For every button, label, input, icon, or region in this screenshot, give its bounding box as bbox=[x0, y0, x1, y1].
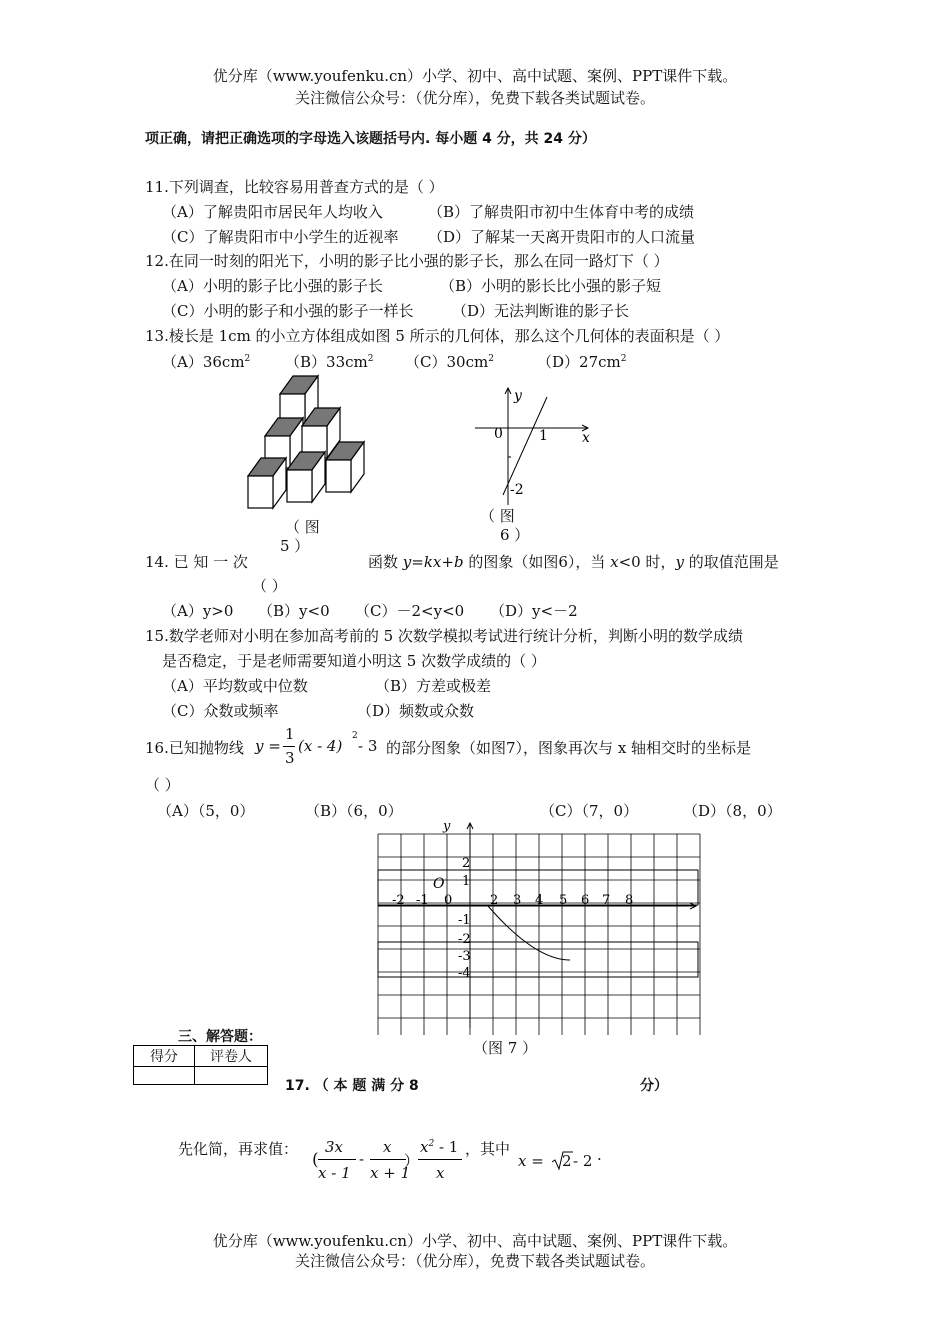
q16-option-a: （A）（5，0） bbox=[157, 802, 255, 820]
q15-stem-1: 15.数学老师对小明在参加高考前的 5 次数学模拟考试进行统计分析，判断小明的数学成绩 bbox=[145, 627, 743, 645]
simplify-frac3-bar bbox=[418, 1159, 462, 1160]
simplify-frac3-num: $x^2 - 1$ bbox=[420, 1138, 459, 1156]
q11-stem: 11.下列调查，比较容易用普查方式的是（ ） bbox=[145, 178, 444, 196]
simplify-operator: ） bbox=[404, 1152, 420, 1170]
q13-option-a: $(A)36cm^2$ bbox=[162, 353, 251, 371]
simplify-minus: - bbox=[359, 1150, 365, 1168]
q11-option-c: （C）了解贵阳市中小学生的近视率 bbox=[162, 228, 399, 246]
figure-7-grid-graph bbox=[370, 820, 705, 1035]
q13-stem: 13.棱长是 1cm 的小立方体组成如图 5 所示的几何体，那么这个几何体的表面积是（ ） bbox=[145, 327, 730, 345]
q16-formula-y: y = bbox=[255, 737, 281, 755]
figure-7-x-tick-label: 4 bbox=[535, 893, 544, 908]
q16-option-c: （C）（7，0） bbox=[540, 802, 639, 820]
figure-6-origin-label: 0 bbox=[494, 426, 503, 442]
q12-option-c: （C）小明的影子和小强的影子一样长 bbox=[162, 302, 414, 320]
q16-fraction-numerator: 1 bbox=[285, 725, 295, 743]
q16-formula-square: 2 bbox=[352, 731, 358, 741]
q14-option-c: （C）－2<y<0 bbox=[355, 602, 465, 620]
q16-answer-paren: （ ） bbox=[145, 776, 180, 794]
figure-7-x-tick-label: 7 bbox=[602, 893, 611, 908]
footer-line-2: 关注微信公众号：（优分库），免费下载各类试题试卷。 bbox=[294, 1252, 655, 1270]
figure-6-graph bbox=[470, 385, 600, 510]
figure-7-y-tick-label: -3 bbox=[458, 949, 471, 964]
section-note: 项正确，请把正确选项的字母选入该题括号内. 每小题 4 分，共 24 分） bbox=[145, 131, 596, 147]
q15-option-c: （C）众数或频率 bbox=[162, 702, 279, 720]
simplify-frac1-num: 3x bbox=[325, 1138, 344, 1156]
q12-option-b: （B）小明的影长比小强的影子短 bbox=[440, 277, 662, 295]
q14-option-d: （D）y<－2 bbox=[490, 602, 578, 620]
q11-option-b: （B）了解贵阳市初中生体育中考的成绩 bbox=[428, 203, 695, 221]
q12-stem: 12.在同一时刻的阳光下，小明的影子比小强的影子长，那么在同一路灯下（ ） bbox=[145, 252, 669, 270]
figure-6-y-label: y bbox=[514, 388, 522, 404]
figure-7-y-label: y bbox=[443, 820, 451, 834]
figure-6-x-label: x bbox=[582, 430, 590, 446]
figure-7-x-tick-label: -1 bbox=[416, 893, 429, 908]
simplify-where: ，其中 bbox=[465, 1140, 511, 1158]
figure-5-caption-b: 5 ） bbox=[280, 537, 310, 555]
figure-7-x-tick-label: 2 bbox=[490, 893, 499, 908]
figure-6-neg2-label: -2 bbox=[510, 482, 524, 498]
q15-option-d: （D）频数或众数 bbox=[357, 702, 475, 720]
figure-7-y-tick-label: -4 bbox=[458, 966, 471, 981]
figure-7-x-tick-label: 0 bbox=[444, 893, 453, 908]
q12-option-a: （A）小明的影子比小强的影子长 bbox=[162, 277, 383, 295]
figure-6-caption-a: （ 图 bbox=[480, 507, 515, 525]
figure-6-one-label: 1 bbox=[539, 428, 548, 444]
q14-option-a: （A）y>0 bbox=[162, 602, 234, 620]
figure-7-x-tick-label: -2 bbox=[392, 893, 405, 908]
q16-stem-rest: 的部分图象（如图7），图象再次与 x 轴相交时的坐标是 bbox=[386, 739, 752, 757]
figure-7-y-tick-label: -2 bbox=[458, 932, 471, 947]
score-cell[interactable] bbox=[134, 1067, 195, 1085]
simplify-frac3-den: x bbox=[436, 1164, 445, 1182]
header-line-2: 关注微信公众号：（优分库），免费下载各类试题试卷。 bbox=[294, 89, 655, 107]
header-line-1: 优分库（www.youfenku.cn）小学、初中、高中试题、案例、PPT课件下载。 bbox=[212, 67, 738, 85]
simplify-condition-x: x = bbox=[518, 1152, 544, 1170]
figure-7-x-tick-label: 3 bbox=[513, 893, 522, 908]
simplify-condition-radicand: 2 bbox=[562, 1152, 572, 1170]
figure-7-x-tick-label: 5 bbox=[559, 893, 568, 908]
q11-option-d: （D）了解某一天离开贵阳市的人口流量 bbox=[428, 228, 696, 246]
figure-7-x-tick-label: 6 bbox=[581, 893, 590, 908]
q16-formula-body: (x - 4) bbox=[298, 737, 343, 755]
footer-line-1: 优分库（www.youfenku.cn）小学、初中、高中试题、案例、PPT课件下载。 bbox=[212, 1232, 738, 1250]
figure-7-origin-label: O bbox=[433, 876, 445, 892]
q14-answer-paren: （ ） bbox=[252, 577, 287, 595]
figure-7-x-tick-label: 8 bbox=[625, 893, 634, 908]
q16-fraction-bar bbox=[283, 746, 295, 747]
figure-5-cubes bbox=[240, 370, 380, 510]
simplify-frac2-num: x bbox=[383, 1138, 392, 1156]
simplify-prompt: 先化简，再求值： bbox=[178, 1140, 299, 1158]
score-table bbox=[133, 1045, 268, 1085]
grader-header: 评卷人 bbox=[195, 1046, 268, 1067]
q15-option-a: （A）平均数或中位数 bbox=[162, 677, 308, 695]
q16-option-d: （D）（8，0） bbox=[683, 802, 782, 820]
simplify-open-paren: ( bbox=[312, 1150, 319, 1170]
q15-option-b: （B）方差或极差 bbox=[375, 677, 492, 695]
figure-7-y-tick-label: -1 bbox=[458, 913, 471, 928]
q13-option-c: $(C)30cm^2$ bbox=[405, 353, 494, 371]
score-header: 得分 bbox=[134, 1046, 195, 1067]
q12-option-d: （D）无法判断谁的影子长 bbox=[452, 302, 630, 320]
grader-cell[interactable] bbox=[195, 1067, 268, 1085]
simplify-frac1-den: x - 1 bbox=[318, 1164, 351, 1182]
q11-option-a: （A）了解贵阳市居民年人均收入 bbox=[162, 203, 383, 221]
figure-6-caption-b: 6 ） bbox=[500, 526, 530, 544]
figure-5-caption-a: （ 图 bbox=[285, 518, 320, 536]
q16-formula-tail: - 3 bbox=[358, 737, 378, 755]
q17-label-tail: 分） bbox=[640, 1078, 668, 1094]
q14-stem-start: 14. 已 知 一 次 bbox=[145, 553, 248, 571]
q13-option-b: $(B)33cm^2$ bbox=[285, 353, 374, 371]
simplify-frac1-bar bbox=[318, 1159, 356, 1160]
figure-7-y-tick-label: 1 bbox=[462, 874, 471, 889]
section-3-heading: 三、解答题： bbox=[178, 1029, 262, 1045]
simplify-period: . bbox=[597, 1146, 602, 1164]
q16-fraction-denominator: 3 bbox=[285, 749, 295, 767]
q15-stem-2: 是否稳定，于是老师需要知道小明这 5 次数学成绩的（ ） bbox=[162, 652, 546, 670]
q16-option-b: （B）（6，0） bbox=[305, 802, 403, 820]
q16-stem-start: 16.已知抛物线 bbox=[145, 739, 244, 757]
figure-7-y-tick-label: 2 bbox=[462, 856, 471, 871]
q17-label: 17. （ 本 题 满 分 8 bbox=[285, 1078, 419, 1094]
q14-stem-rest: 函数 y=kx+b 的图象（如图6），当 x<0 时，y 的取值范围是 bbox=[368, 553, 779, 571]
simplify-frac2-bar bbox=[370, 1159, 406, 1160]
simplify-frac2-den: x + 1 bbox=[370, 1164, 411, 1182]
simplify-condition-tail: - 2 bbox=[573, 1152, 593, 1170]
figure-7-caption: （图 7 ） bbox=[473, 1039, 538, 1057]
q13-option-d: $(D)27cm^2$ bbox=[537, 353, 627, 371]
q14-option-b: （B）y<0 bbox=[258, 602, 330, 620]
